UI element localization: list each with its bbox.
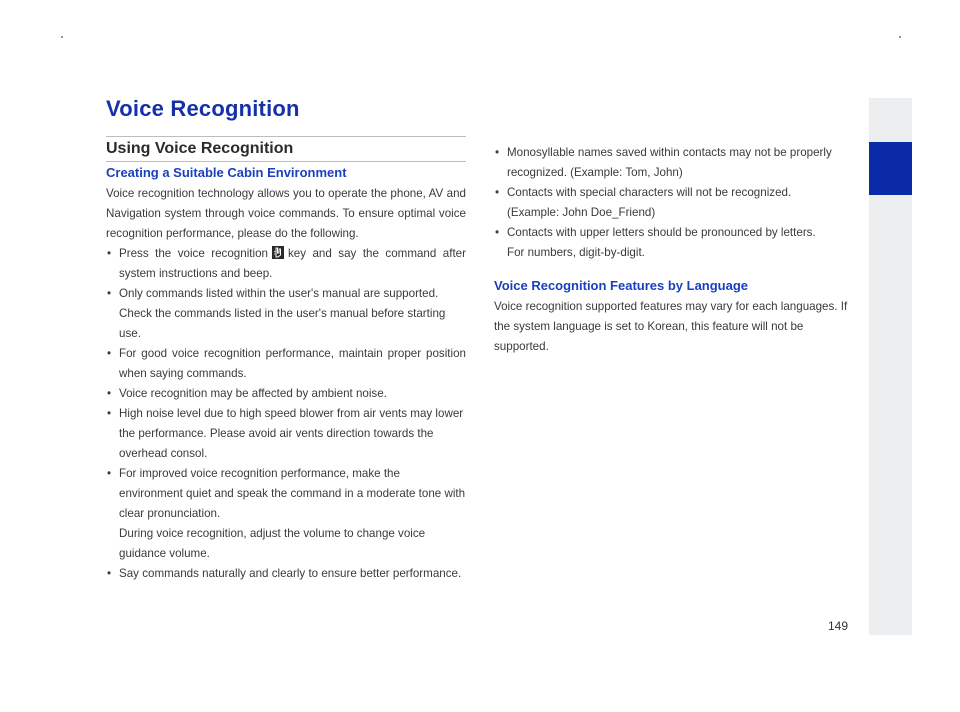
crop-mark-left bbox=[61, 36, 63, 38]
list-item-text: Only commands listed within the user's manual are supported. Check the commands listed in the user's manual before starting use. bbox=[119, 287, 446, 340]
cabin-intro: Voice recognition technology allows you to operate the phone, AV and Navigation system through voice commands. To ensure optimal voice recognition performance, please do the following. bbox=[106, 187, 466, 240]
list-item-text: Say commands naturally and clearly to ensure better performance. bbox=[119, 567, 462, 580]
list-item-note: (Example: John Doe_Friend) bbox=[507, 206, 656, 219]
list-item bbox=[106, 244, 466, 284]
list-item bbox=[106, 464, 466, 564]
list-item-text-end: key and say the command after system instructions and beep. bbox=[119, 247, 466, 280]
voice-key-icon bbox=[272, 246, 284, 259]
right-column bbox=[494, 143, 856, 357]
list-item bbox=[106, 284, 466, 344]
language-heading: Voice Recognition Features by Language bbox=[494, 278, 749, 293]
page-title: Voice Recognition bbox=[106, 96, 300, 121]
list-item-text: For improved voice recognition performance, make the environment quiet and speak the command in a moderate tone with clear pronunciation. bbox=[119, 467, 466, 520]
crop-mark-right bbox=[899, 36, 901, 38]
bullet-dot: • bbox=[495, 186, 500, 199]
bullet-dot: • bbox=[107, 407, 112, 420]
list-item-text-start: Press the voice recognition bbox=[119, 247, 268, 260]
list-item-text: High noise level due to high speed blower from air vents may lower the performance. Please avoid air vents direction towards the overhead consol. bbox=[119, 407, 464, 460]
list-item bbox=[494, 183, 856, 223]
bullet-dot: • bbox=[107, 567, 112, 580]
list-item bbox=[106, 344, 466, 384]
bullet-dot: • bbox=[107, 287, 112, 300]
page-number: 149 bbox=[828, 619, 849, 633]
list-item bbox=[106, 384, 466, 404]
list-item-text bbox=[119, 244, 466, 284]
list-item bbox=[494, 223, 856, 263]
list-item-text: Monosyllable names saved within contacts may not be properly recognized. (Example: Tom, John) bbox=[507, 146, 832, 179]
chapter-tab bbox=[869, 142, 912, 195]
bullet-dot: • bbox=[495, 226, 500, 239]
bullet-dot: • bbox=[495, 146, 500, 159]
language-text: Voice recognition supported features may vary for each languages. If the system language is set to Korean, this feature will not be supported. bbox=[494, 300, 848, 353]
section-title: Using Voice Recognition bbox=[106, 140, 294, 157]
left-column bbox=[106, 162, 466, 584]
bullet-dot: • bbox=[107, 247, 112, 260]
list-item-note: During voice recognition, adjust the volume to change voice guidance volume. bbox=[119, 527, 426, 560]
bullet-dot: • bbox=[107, 347, 112, 360]
list-item-text: Voice recognition may be affected by ambient noise. bbox=[119, 387, 387, 400]
bullet-dot: • bbox=[107, 467, 112, 480]
section-title-box bbox=[106, 136, 466, 162]
list-item-note: For numbers, digit-by-digit. bbox=[507, 246, 645, 259]
list-item-text: Contacts with special characters will not be recognized. bbox=[507, 186, 792, 199]
list-item-text: For good voice recognition performance, maintain proper position when saying commands. bbox=[119, 347, 466, 380]
list-item bbox=[106, 564, 466, 584]
cabin-heading: Creating a Suitable Cabin Environment bbox=[106, 165, 347, 180]
list-item-text: Contacts with upper letters should be pronounced by letters. bbox=[507, 226, 816, 239]
list-item bbox=[106, 404, 466, 464]
contacts-bullet-list bbox=[494, 143, 856, 263]
cabin-bullet-list bbox=[106, 244, 466, 584]
bullet-dot: • bbox=[107, 387, 112, 400]
list-item bbox=[494, 143, 856, 183]
